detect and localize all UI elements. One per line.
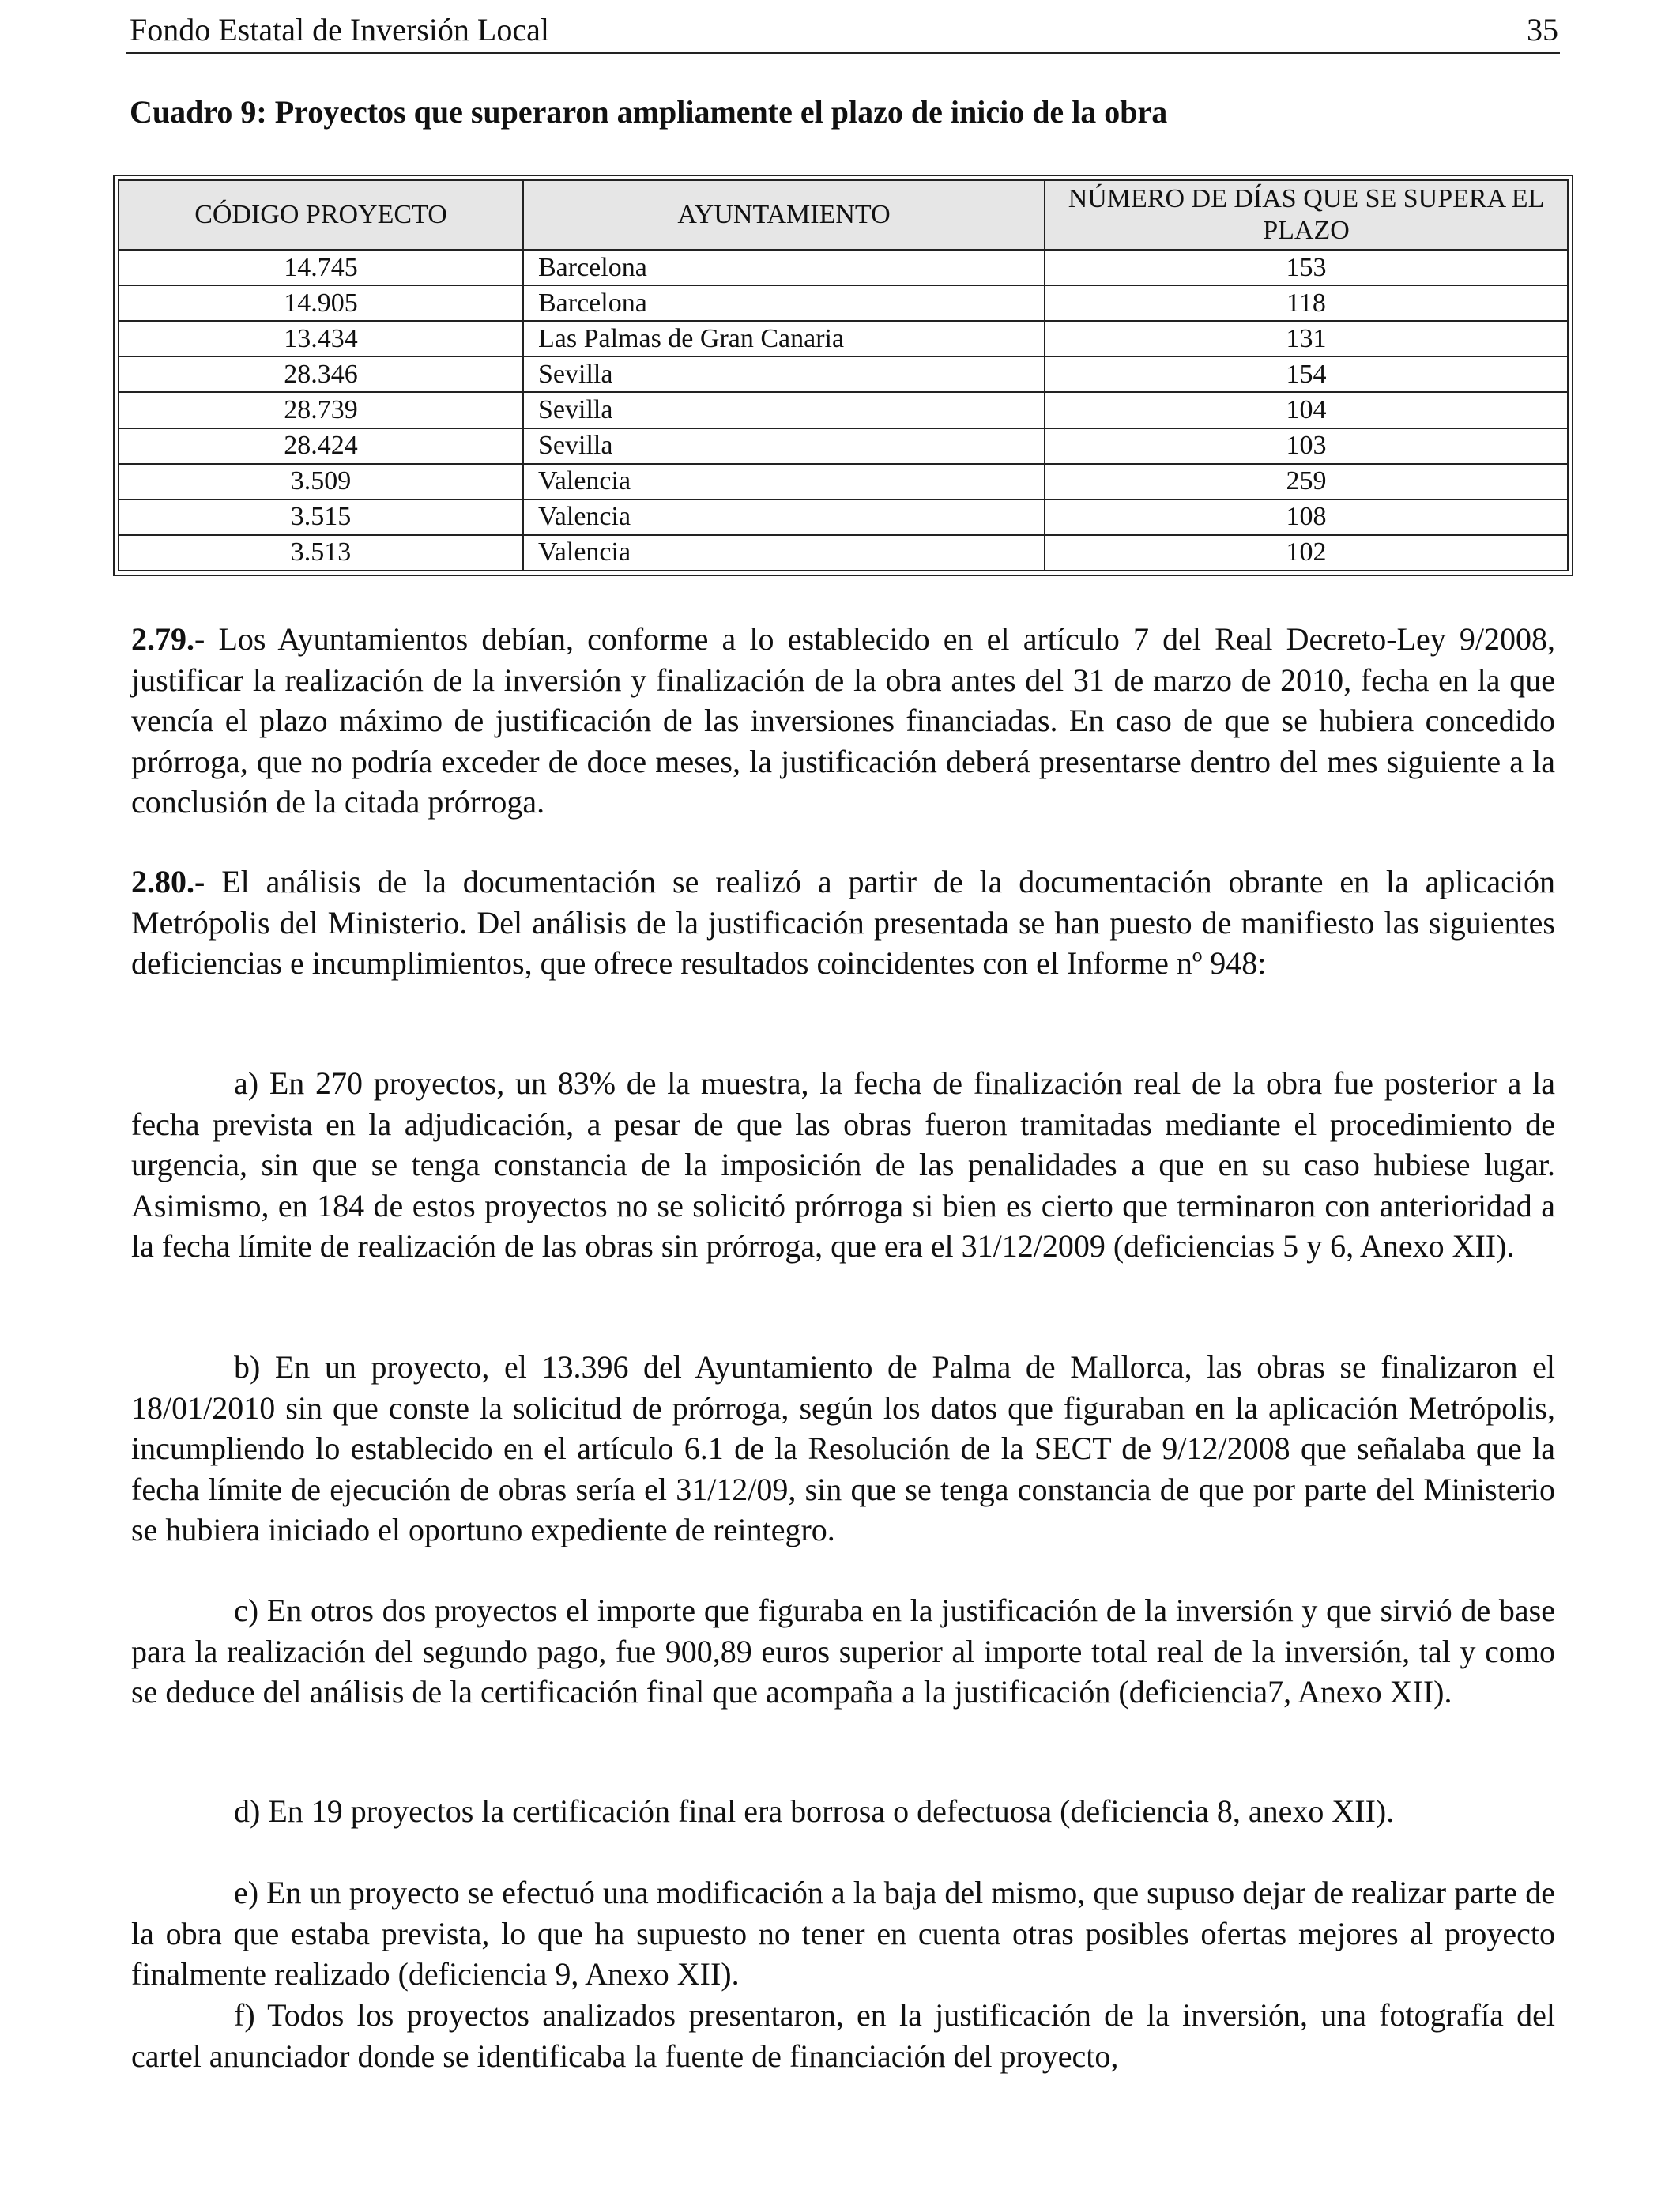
cell-municipality: Barcelona xyxy=(523,285,1045,321)
table-row xyxy=(119,285,1568,321)
cell-code: 14.905 xyxy=(119,285,523,321)
paragraph-text: El análisis de la documentación se realizó a partir de la documentación obrante en la aplicación Metrópolis del Ministerio. Del análisis de la justificación presentada se han puesto de manifiesto las siguientes deficiencias e incumplimientos, que ofrece resultados coincidentes con el Informe nº 948: xyxy=(131,864,1556,981)
cell-days: 154 xyxy=(1045,356,1568,392)
cell-municipality: Sevilla xyxy=(523,356,1045,392)
paragraph-text: Los Ayuntamientos debían, conforme a lo establecido en el artículo 7 del Real Decreto-Ley 9/2008, justificar la realización de la inversión y finalización de la obra antes del 31 de marzo de 2010, fecha en la que vencía el plazo máximo de justificación de las inversiones financiadas. En caso de que se hubiera concedido prórroga, que no podría exceder de doce meses, la justificación deberá presentarse dentro del mes siguiente a la conclusión de la citada prórroga. xyxy=(131,621,1555,820)
cell-municipality: Valencia xyxy=(523,535,1045,571)
cell-code: 28.346 xyxy=(119,356,523,392)
table-row xyxy=(119,428,1568,464)
paragraph-number: 2.79.- xyxy=(131,621,205,657)
list-item-e: e) En un proyecto se efectuó una modificación a la baja del mismo, que supuso dejar de realizar parte de la obra que estaba prevista, lo que ha supuesto no tener en cuenta otras posibles ofertas mejores al proyecto finalmente realizado (deficiencia 9, Anexo XII). xyxy=(131,1875,1555,1992)
page-number: 35 xyxy=(1527,12,1558,47)
paragraph-2-79 xyxy=(131,619,1555,823)
table-row xyxy=(119,321,1568,356)
cell-days: 259 xyxy=(1045,464,1568,499)
cell-days: 153 xyxy=(1045,250,1568,285)
list-item-d: d) En 19 proyectos la certificación final era borrosa o defectuosa (deficiencia 8, anexo XII). xyxy=(234,1793,1395,1829)
header-title: Fondo Estatal de Inversión Local xyxy=(130,12,549,47)
page-header xyxy=(126,11,1560,54)
projects-table-frame xyxy=(113,175,1573,576)
cell-code: 3.509 xyxy=(119,464,523,499)
projects-table xyxy=(118,179,1569,571)
cell-days: 108 xyxy=(1045,499,1568,535)
cell-municipality: Valencia xyxy=(523,499,1045,535)
cell-days: 103 xyxy=(1045,428,1568,464)
cell-days: 131 xyxy=(1045,321,1568,356)
cell-code: 28.739 xyxy=(119,392,523,428)
column-header-municipality: AYUNTAMIENTO xyxy=(523,180,1045,250)
table-title: Cuadro 9: Proyectos que superaron ampliamente el plazo de inicio de la obra xyxy=(130,94,1168,130)
cell-days: 118 xyxy=(1045,285,1568,321)
column-header-code: CÓDIGO PROYECTO xyxy=(119,180,523,250)
table-header-row xyxy=(119,180,1568,250)
paragraph-number: 2.80.- xyxy=(131,864,205,899)
table-row xyxy=(119,392,1568,428)
cell-municipality: Valencia xyxy=(523,464,1045,499)
table-row xyxy=(119,250,1568,285)
list-item-a: a) En 270 proyectos, un 83% de la muestra, la fecha de finalización real de la obra fue posterior a la fecha prevista en la adjudicación, a pesar de que las obras fueron tramitadas mediante el procedimiento de urgencia, sin que se tenga constancia de la imposición de las penalidades a que en su caso hubiese lugar. Asimismo, en 184 de estos proyectos no se solicitó prórroga si bien es cierto que terminaron con anterioridad a la fecha límite de realización de las obras sin prórroga, que era el 31/12/2009 (deficiencias 5 y 6, Anexo XII). xyxy=(131,1065,1555,1264)
cell-code: 14.745 xyxy=(119,250,523,285)
cell-municipality: Las Palmas de Gran Canaria xyxy=(523,321,1045,356)
list-item-f: f) Todos los proyectos analizados presentaron, en la justificación de la inversión, una fotografía del cartel anunciador donde se identificaba la fuente de financiación del proyecto, xyxy=(131,1997,1555,2074)
cell-municipality: Sevilla xyxy=(523,428,1045,464)
cell-code: 28.424 xyxy=(119,428,523,464)
table-row xyxy=(119,464,1568,499)
table-row xyxy=(119,356,1568,392)
cell-code: 3.515 xyxy=(119,499,523,535)
list-item-b: b) En un proyecto, el 13.396 del Ayuntamiento de Palma de Mallorca, las obras se finalizaron el 18/01/2010 sin que conste la solicitud de prórroga, según los datos que figuraban en la aplicación Metrópolis, incumpliendo lo establecido en el artículo 6.1 de la Resolución de la SECT de 9/12/2008 que señalaba que la fecha límite de ejecución de obras sería el 31/12/09, sin que se tenga constancia de que por parte del Ministerio se hubiera iniciado el oportuno expediente de reintegro. xyxy=(131,1349,1555,1547)
cell-days: 102 xyxy=(1045,535,1568,571)
column-header-days: NÚMERO DE DÍAS QUE SE SUPERA EL PLAZO xyxy=(1045,180,1568,250)
table-row xyxy=(119,535,1568,571)
cell-municipality: Barcelona xyxy=(523,250,1045,285)
cell-municipality: Sevilla xyxy=(523,392,1045,428)
paragraph-2-80 xyxy=(131,861,1555,984)
table-row xyxy=(119,499,1568,535)
cell-days: 104 xyxy=(1045,392,1568,428)
list-item-c: c) En otros dos proyectos el importe que figuraba en la justificación de la inversión y que sirvió de base para la realización del segundo pago, fue 900,89 euros superior al importe total real de la inversión, tal y como se deduce del análisis de la certificación final que acompaña a la justificación (deficiencia7, Anexo XII). xyxy=(131,1593,1555,1710)
cell-code: 13.434 xyxy=(119,321,523,356)
cell-code: 3.513 xyxy=(119,535,523,571)
